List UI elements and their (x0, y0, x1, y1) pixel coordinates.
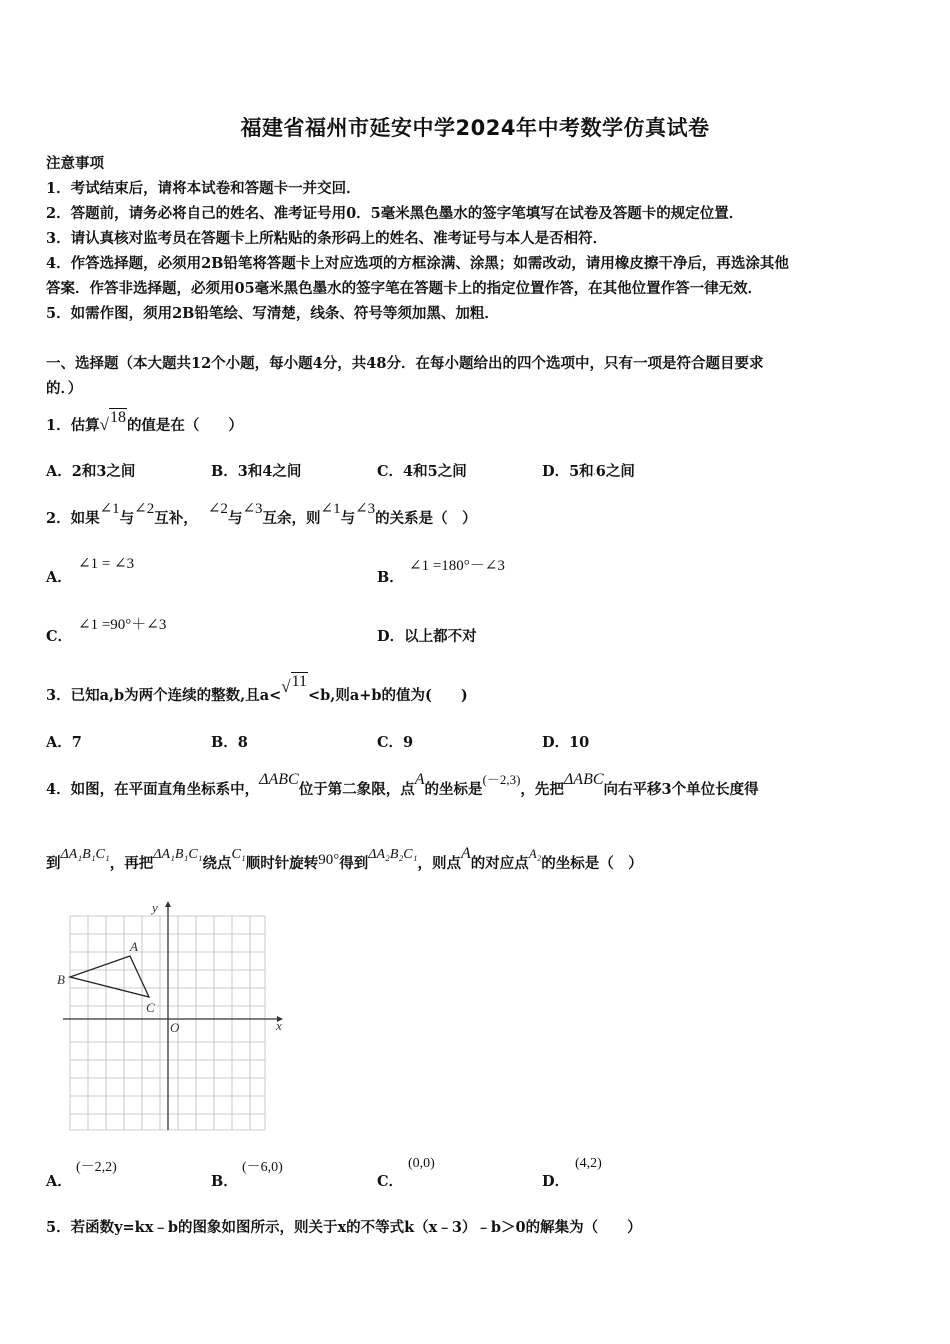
q4-option-a: (－2,2) (76, 1160, 117, 1175)
question-2: 2．如果∠1与∠2互补， ∠2与∠3互余，则∠1与∠3的关系是（ ） (46, 501, 477, 527)
notice-heading: 注意事项 (46, 155, 104, 172)
point-a-label: A (130, 939, 138, 954)
q2-option-c: ∠1 =90°＋∠3 (78, 617, 167, 633)
y-axis-label: y (152, 900, 158, 915)
x-axis-label: x (276, 1018, 282, 1033)
question-3: 3．已知a,b为两个连续的整数,且a<√11<b,则a+b的值为( ) (46, 673, 468, 704)
q4-option-b: (－6,0) (242, 1160, 283, 1175)
angle-3: ∠3 (355, 501, 376, 517)
q3-option-c: C．9 (377, 734, 414, 751)
y-axis-arrow (165, 901, 171, 907)
angle-1: ∠1 (99, 501, 120, 517)
q2-option-b-label: B． (377, 569, 404, 586)
q2-option-a: ∠1 = ∠3 (78, 556, 135, 572)
triangle-abc: ΔABC (259, 771, 299, 788)
angle-2: ∠2 (207, 501, 228, 517)
question-4-line-2: 到ΔA₁B₁C₁，再把ΔA₁B₁C₁绕点C₁顺时针旋转90°得到ΔA₂B₂C₁，则点A的对应点A₂的坐标是（ ） (46, 845, 643, 872)
page-title: 福建省福州市延安中学2024年中考数学仿真试卷 (240, 116, 710, 140)
q3-option-b: B．8 (211, 734, 248, 751)
q4-option-d-label: D． (542, 1173, 570, 1190)
angle-3: ∠3 (242, 501, 263, 517)
coordinate-grid-figure (55, 898, 285, 1138)
notice-item: 4．作答选择题，必须用2B铅笔将答题卡上对应选项的方框涂满、涂黑；如需改动，请用橡皮擦干净后，再选涂其他 (46, 255, 789, 272)
triangle-abc: ΔABC (563, 771, 604, 788)
q3-option-d: D．10 (542, 734, 590, 751)
q4-option-a-label: A． (46, 1173, 72, 1190)
q3-radicand: 11 (291, 673, 308, 690)
notice-item: 3．请认真核对监考员在答题卡上所粘贴的条形码上的姓名、准考证号与本人是否相符． (46, 230, 608, 247)
q4-option-c: (0,0) (408, 1156, 435, 1171)
q4-option-b-label: B． (211, 1173, 238, 1190)
triangle-abc-shape (70, 956, 149, 997)
point-b-label: B (57, 972, 65, 987)
q1-radicand: 18 (109, 409, 126, 426)
q2-option-c-label: C． (46, 628, 73, 645)
q2-option-a-label: A． (46, 569, 72, 586)
q2-option-b: ∠1 =180°－∠3 (409, 558, 505, 574)
question-1: 1．估算√18的值是在（ ） (46, 409, 243, 434)
section-heading-cont: 的．） (46, 380, 83, 397)
notice-item: 5．如需作图，须用2B铅笔绘、写清楚，线条、符号等须加黑、加粗． (46, 305, 499, 322)
q1-option-d: D．5和·6之间 (542, 463, 635, 480)
q1-option-b: B．3和4之间 (211, 463, 302, 480)
question-5: 5．若函数y=kx﹣b的图象如图所示，则关于x的不等式k（x﹣3）﹣b＞0的解集为（ ） (46, 1219, 642, 1236)
origin-label: O (170, 1020, 180, 1035)
point-c-label: C (146, 1000, 155, 1015)
angle-2: ∠2 (134, 501, 155, 517)
q4-option-d: (4,2) (575, 1156, 602, 1171)
coord-a: (－2,3) (482, 772, 521, 787)
notice-item: 1．考试结束后，请将本试卷和答题卡一并交回． (46, 180, 361, 197)
q4-option-c-label: C． (377, 1173, 404, 1190)
notice-item: 2．答题前，请务必将自己的姓名、准考证号用0．5毫米黑色墨水的签字笔填写在试卷及答题卡的规定位置． (46, 205, 744, 222)
notice-item: 答案．作答非选择题，必须用05毫米黑色墨水的签字笔在答题卡上的指定位置作答，在其他位置作答一律无效． (46, 280, 763, 297)
q1-option-a: A．2和3之间 (46, 463, 136, 480)
q1-option-c: C．4和5之间 (377, 463, 467, 480)
q1-post: 的值是在（ ） (126, 417, 243, 434)
section-heading: 一、选择题（本大题共12个小题，每小题4分，共48分．在每小题给出的四个选项中，只有一项是符合题目要求 (46, 355, 764, 372)
q2-option-d: D．以上都不对 (377, 628, 477, 645)
q1-pre: 1．估算 (46, 417, 100, 434)
angle-1: ∠1 (320, 501, 341, 517)
question-4-line-1: 4．如图，在平面直角坐标系中，ΔABC位于第二象限，点A的坐标是(－2,3)，先把ΔABC向右平移3个单位长度得 (46, 771, 759, 798)
q3-option-a: A．7 (46, 734, 82, 751)
